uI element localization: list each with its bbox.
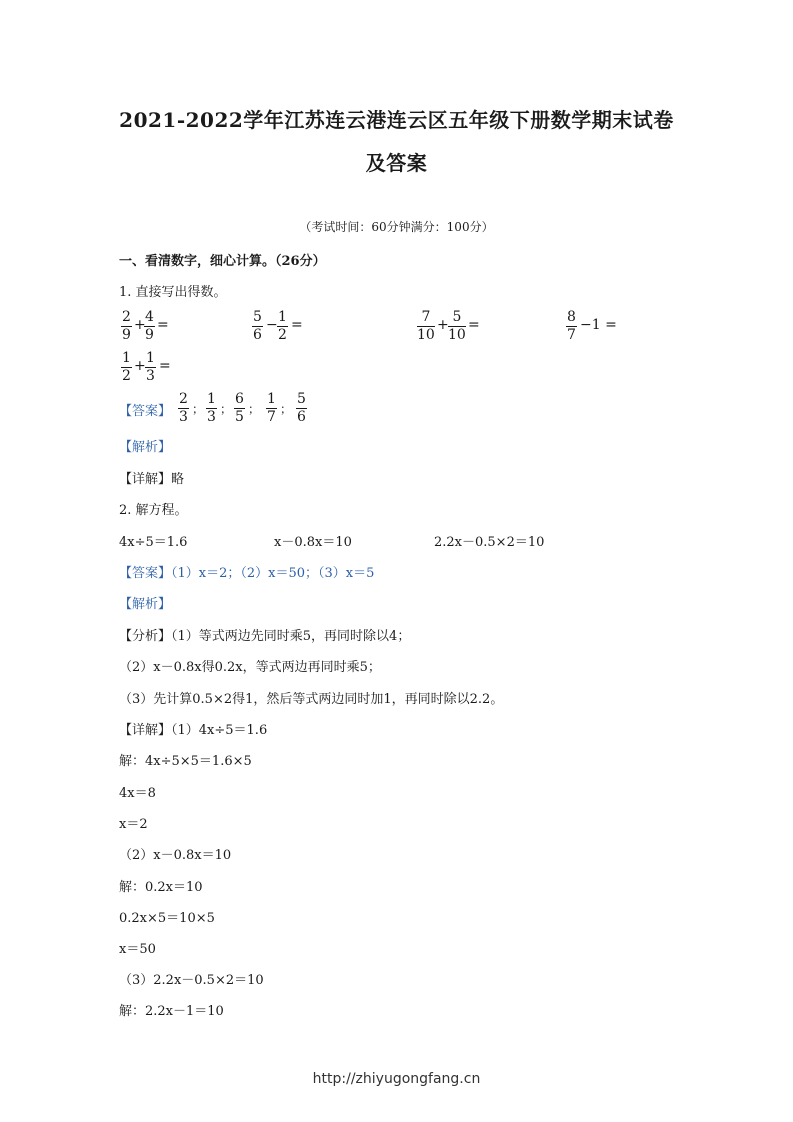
- question-2-heading: 2. 解方程。: [119, 503, 188, 518]
- step-line: x＝2: [119, 817, 148, 832]
- fraction: $\frac{5}{10}$: [448, 309, 466, 343]
- step-line: 解：4x÷5×5＝1.6×5: [119, 754, 252, 769]
- equation-3: 2.2x－0.5×2＝10: [434, 535, 545, 550]
- fraction: $\frac{1}{2}$: [278, 309, 287, 343]
- document-title-line2: 及答案: [365, 151, 428, 175]
- question-2-answer: [119, 562, 374, 581]
- step-line: 0.2x×5＝10×5: [119, 911, 215, 926]
- fraction: $\frac{4}{9}$: [145, 309, 154, 343]
- separator: ；: [192, 402, 205, 416]
- fraction: $\frac{5}{6}$: [253, 309, 262, 343]
- equals-sign: =: [468, 317, 480, 333]
- equation-1: 4x÷5＝1.6: [119, 535, 188, 550]
- step-line: 解：0.2x＝10: [119, 880, 203, 895]
- analysis-label: 【解析】: [119, 597, 172, 612]
- fraction: $\frac{8}{7}$: [567, 309, 576, 343]
- answer-fraction: $\frac{1}{3}$: [207, 391, 216, 425]
- operator: −: [266, 317, 278, 333]
- analysis-line-2: （2）x－0.8x得0.2x，等式两边再同时乘5；: [119, 660, 381, 675]
- document-title-line1: 2021-2022学年江苏连云港连云区五年级下册数学期末试卷: [119, 108, 674, 132]
- fraction: $\frac{7}{10}$: [417, 309, 435, 343]
- section-heading: 一、看清数字，细心计算。（26分）: [119, 254, 326, 269]
- analysis-line-3: （3）先计算0.5×2得1，然后等式两边同时加1，再同时除以2.2。: [119, 692, 504, 707]
- equals-sign: =: [157, 317, 169, 333]
- fraction: $\frac{2}{9}$: [122, 309, 131, 343]
- equals-sign: =: [291, 317, 303, 333]
- operator: +: [437, 317, 449, 333]
- answer-text: 【答案】（1）x＝2；（2）x＝50；（3）x＝5: [119, 566, 375, 581]
- exam-info: （考试时间：60分钟满分：100分）: [299, 220, 494, 234]
- operator: +: [134, 317, 146, 333]
- equation-2: x－0.8x＝10: [274, 535, 352, 550]
- answer-fraction: $\frac{6}{5}$: [235, 391, 244, 425]
- answer-label: 【答案】: [119, 404, 172, 419]
- fraction: $\frac{1}{3}$: [146, 350, 155, 384]
- fraction: $\frac{1}{2}$: [122, 350, 131, 384]
- answer-fraction: $\frac{5}{6}$: [297, 391, 306, 425]
- detail-line-1: 【详解】（1）4x÷5＝1.6: [119, 723, 268, 738]
- step-line: （3）2.2x－0.5×2＝10: [119, 973, 264, 988]
- separator: ；: [248, 402, 261, 416]
- analysis-label: 【解析】: [119, 440, 172, 455]
- separator: ；: [220, 402, 233, 416]
- step-line: （2）x－0.8x＝10: [119, 848, 232, 863]
- operator-tail: −1 =: [580, 317, 617, 333]
- answer-fraction: $\frac{2}{3}$: [179, 391, 188, 425]
- footer-url: http://zhiyugongfang.cn: [312, 1071, 481, 1087]
- step-line: 4x＝8: [119, 786, 156, 801]
- analysis-line-1: 【分析】（1）等式两边先同时乘5，再同时除以4；: [119, 629, 411, 644]
- detail-line: 【详解】略: [119, 472, 185, 487]
- separator: ；: [280, 402, 293, 416]
- answer-fraction: $\frac{1}{7}$: [267, 391, 276, 425]
- step-line: x＝50: [119, 942, 156, 957]
- question-1-heading: 1. 直接写出得数。: [119, 285, 227, 300]
- step-line: 解：2.2x－1＝10: [119, 1004, 224, 1019]
- equals-sign: =: [159, 358, 171, 374]
- operator: +: [134, 358, 146, 374]
